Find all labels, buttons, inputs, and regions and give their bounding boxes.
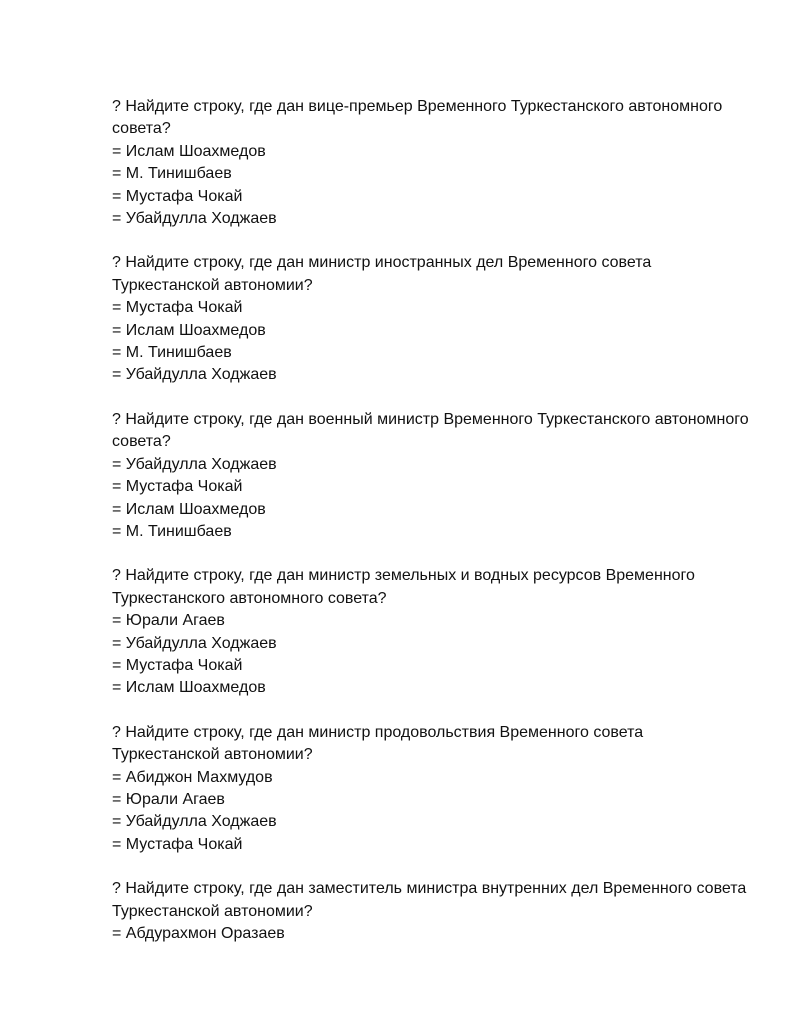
answer-option: = Убайдулла Ходжаев [112, 366, 277, 384]
question-text: ? Найдите строку, где дан министр земельных и водных ресурсов Временного Туркестанского автономного совета? [112, 567, 695, 607]
answer-option: = Мустафа Чокай [112, 835, 243, 853]
question-block [112, 722, 752, 856]
question-text: ? Найдите строку, где дан министр продовольствия Временного совета Туркестанской автономии? [112, 723, 644, 764]
answer-option: = Абдурахмон Оразаев [112, 925, 285, 942]
question-block [112, 565, 752, 699]
answer-option: = М. Тинишбаев [112, 344, 232, 362]
answer-option: = Мустафа Чокай [112, 656, 243, 674]
answer-option: = Мустафа Чокай [112, 187, 243, 205]
answer-option: = М. Тинишбаев [112, 522, 232, 540]
question-text: ? Найдите строку, где дан вице-премьер Временного Туркестанского автономного совета? [112, 98, 723, 138]
answer-option: = Мустафа Чокай [112, 478, 243, 496]
answer-option: = Юрали Агаев [112, 790, 225, 808]
answer-option: = Ислам Шоахмедов [112, 679, 266, 697]
question-text: ? Найдите строку, где дан заместитель министра внутренних дел Временного совета Туркестанской автономии? [112, 880, 747, 920]
document-page [112, 96, 752, 967]
answer-option: = М. Тинишбаев [112, 165, 232, 183]
answer-option: = Ислам Шоахмедов [112, 142, 266, 160]
question-block [112, 878, 752, 945]
question-block [112, 252, 752, 386]
answer-option: = Юрали Агаев [112, 612, 225, 630]
answer-option: = Ислам Шоахмедов [112, 321, 266, 339]
answer-option: = Убайдулла Ходжаев [112, 813, 277, 831]
question-block [112, 96, 752, 230]
answer-option: = Мустафа Чокай [112, 299, 243, 317]
question-text: ? Найдите строку, где дан военный министр Временного Туркестанского автономного совета? [112, 410, 749, 451]
answer-option: = Убайдулла Ходжаев [112, 634, 277, 652]
answer-option: = Убайдулла Ходжаев [112, 210, 277, 228]
answer-option: = Ислам Шоахмедов [112, 500, 266, 518]
answer-option: = Убайдулла Ходжаев [112, 455, 277, 473]
question-block [112, 409, 752, 543]
answer-option: = Абиджон Махмудов [112, 768, 273, 786]
question-text: ? Найдите строку, где дан министр иностранных дел Временного совета Туркестанской автономии? [112, 254, 652, 294]
